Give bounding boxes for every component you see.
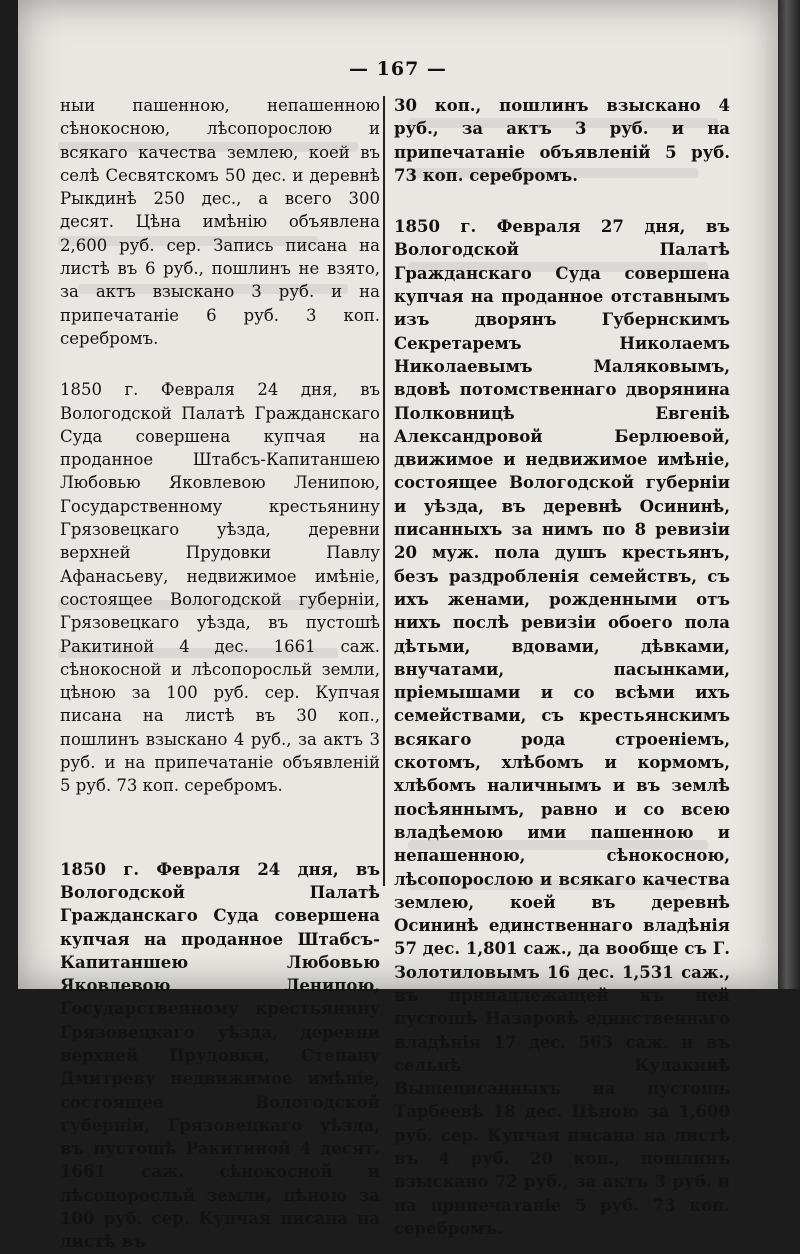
left-entry-sale-record-2: 1850 г. Февраля 24 дня, въ Вологодской Палатѣ Гражданскаго Суда совершена купчая на проданное Штабсъ-Капитаншею Любовью Яковлевою Ленипою, Государственному крестьянину Грязовецкаго уѣзда, деревни верхней Прудовки, Степану Дмитреву недвижимое имѣніе, состоящее Вологодской губерніи, Грязовецкаго уѣзда, въ пустошѣ Ракитиной 4 десят. 1661 саж. сѣнокосной и лѣсопоросльй земли, цѣною за 100 руб. сер. Купчая писана на листѣ въ <box>60 859 380 1252</box>
scanned-page <box>18 0 778 1252</box>
right-column <box>394 94 730 1240</box>
right-entry-sale-record: 1850 г. Февраля 27 дня, въ Вологодской Палатѣ Гражданскаго Суда совершена купчая на проданное отставнымъ изъ дворянъ Губернскимъ Секретаремъ Николаемъ Николаевымъ Маляковымъ, вдовѣ потомственнаго дворянина Полковницѣ Евгеніѣ Александровой Берлюевой, движимое и недвижимое имѣніе, состоящее Вологодской губерніи и уѣзда, въ деревнѣ Осининѣ, писанныхъ за нимъ по 8 ревизіи 20 муж. пола душъ крестьянъ, безъ раздробленія семействъ, съ ихъ женами, рожденными отъ нихъ послѣ ревизіи обоего пола дѣтьми, вдовами, дѣвками, внучатами, пасынками, пріемышами и со всѣми ихъ семействами, съ крестьянскимъ всякаго рода строеніемъ, скотомъ, хлѣбомъ и кормомъ, хлѣбомъ наличнымъ и въ землѣ посѣяннымъ, равно и со всею владѣемою ими пашеннoю и непашенною, сѣнокосною, лѣсопорослою и всякаго качества землею, коей въ деревнѣ Осининѣ единственнаго владѣнія 57 дес. 1,801 саж., да вообще съ Г. Золотиловымъ 16 дес. 1,531 саж., въ принадлежащей къ ней пустошѣ Назаровѣ единственнаго владѣнія 17 дес. 563 саж. и въ сельцѣ Кулакинѣ Вышеписанныхъ на пустошь Тарбеевѣ 18 дес. Цѣною за 1,600 руб. сер. Купчая писана на листѣ въ 4 руб. 20 коп., пошлинъ взыскано 72 руб., за актъ 3 руб. и на припечатаніе 5 руб. 73 коп. серебромъ. <box>394 217 730 1238</box>
left-entry-continuation: ныи пашеннoю, непашенною сѣнокосною, лѣсопорослою и всякаго качества землею, коей въ селѣ Сесвятскомъ 50 дес. и деревнѣ Рыкдинѣ 250 дес., а всего 300 десят. Цѣна имѣнію объявлена 2,600 руб. сер. Запись писана на листѣ въ 6 руб., пошлинъ не взято, за актъ взыскано 3 руб. и на припечатаніе 6 руб. 3 коп. серебромъ. <box>60 96 380 348</box>
left-entry-sale-record-1: 1850 г. Февраля 24 дня, въ Вологодской Палатѣ Гражданскаго Суда совершена купчая на проданное Штабсъ-Капитаншею Любовью Яковлевою Ленипою, Государственному крестьянину Грязовецкаго уѣзда, деревни верхней Прудовки Павлу Афанасьеву, недвижимое имѣніе, состоящее Вологодской губерніи, Грязовецкаго уѣзда, въ пустошѣ Ракитиной 4 дес. 1661 саж. сѣнокосной и лѣсопоросльй земли, цѣною за 100 руб. сер. Купчая писана на листѣ въ 30 коп., пошлинъ взыскано 4 руб., за актъ 3 руб. и на припечатаніе объявленій 5 руб. 73 коп. серебромъ. <box>60 380 380 796</box>
right-entry-continuation: 30 коп., пошлинъ взыскано 4 руб., за актъ 3 руб. и на припечатаніе объявленій 5 руб. 73 коп. серебромъ. <box>394 96 730 185</box>
page-number: — 167 — <box>349 58 447 80</box>
scan-edge <box>778 0 800 989</box>
left-column <box>60 94 380 1254</box>
column-divider <box>383 96 385 886</box>
